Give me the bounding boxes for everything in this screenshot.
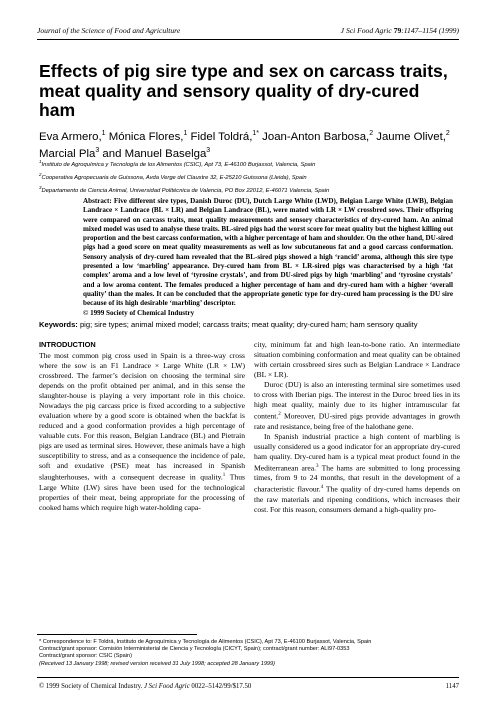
- author: Eva Armero,: [39, 130, 102, 143]
- page-footer: © 1999 Society of Chemical Industry. J Sci Food Agric 0022–5142/99/$17.50 1147: [39, 683, 459, 690]
- affiliation: $^3$Departamento de Ciencia Animal, Universidad Politécnica de Valencia, PO Box 22012, E-46071 Valencia, Spain: [39, 185, 330, 195]
- footnote-rule: [37, 634, 197, 635]
- page-range: :1147–1154 (1999): [401, 26, 459, 35]
- paragraph: In Spanish industrial practice a high content of marbling is usually considered us a good indicator for an appropriate dry-cured ham quality. Dry-cured ham is a typical meat product found in the Mediterranean area.$^3$ The hams are submitted to long processing times, from 9 to 24 months, that result in the development of a characteristic flavour.$^4$ The quality of dry-cured hams depends on the raw materials and ripening conditions, which increases their cost. For this reason, consumers demand a high-quality pro-: [254, 431, 460, 514]
- keywords-label: Keywords:: [39, 320, 78, 329]
- paragraph: The most common pig cross used in Spain is a three-way cross where the sow is an F1 Landrace × Large White (LR × LW) crossbreed. The farmer’s decision on choosing the terminal sire depends on the profit obtained per animal, and in this sense the slaughter-house is playing a very important role in this choice. Nowadays the pig carcass price is fixed according to a subjective evaluation where by a good score is obtained when the backfat is reduced and a good conformation provides a high percentage of valuable cuts. For this reason, Belgian Landrace (BL) and Pietrain pigs are used as terminal sires. However, these animals have a high susceptibility to stress, and as a consequence the incidence of pale, soft and exudative (PSE) meat has increased in Spanish slaughterhouses, with a consequent decrease in quality.$^1$ Thus Large White (LW) sires have been used for the technological properties of their meat, being appropriate for the processing of cooked hams which require high water-holding capa-: [39, 351, 245, 512]
- abstract-copyright: © 1999 Society of Chemical Industry: [83, 308, 195, 317]
- keywords: [39, 320, 459, 330]
- received-dates: (Received 13 January 1998; revised version received 31 July 1998; accepted 28 January 1999): [39, 660, 276, 667]
- author-list: Eva Armero,$^1$ Mónica Flores,$^1$ Fidel Toldrá,$^{1*}$ Joan-Anton Barbosa,$^2$ Jaume Olivet,$^2$ Marcial Pla$^3$ and Manuel Baselga$^3$: [39, 130, 450, 161]
- journal-name: Journal of the Science of Food and Agriculture: [37, 26, 181, 35]
- reference-marker: 4: [320, 485, 324, 491]
- correspondence-note: * Correspondence to: F Toldrá, Instituto de Agroquímica y Tecnología de Alimentos (CSIC), Apt 73, E-46100 Burjassot, Valencia, Spain: [39, 639, 372, 645]
- abstract-text: Abstract: Five different sire types, Danish Duroc (DU), Dutch Large White (LWD), Belgian Large White (LWB), Belgian Landrace × Landrace (BL × LR) and Belgian Landrace (BL), were mated with LR × LW crossbred sows. Their offspring were compared on carcass traits, meat quality measurements and sensory characteristics of dry-cured ham. An animal mixed model was used to analyse these traits. BL-sired pigs had the worst score for meat quality but the highest killing out proportion and the best carcass conformation, with a higher percentage of ham and shoulder. On the other hand, DU-sired pigs had a good score on meat quality measurements as well as low subcutaneous fat and a good carcass conformation. Sensory analysis of dry-cured ham revealed that the BL-sired pigs showed a high ‘rancid’ aroma, although this sire type presented a low ‘marbling’ appearance. Dry-cured ham from BL × LR-sired pigs was characterised by a high ‘fat complex’ aroma and a low level of ‘tyrosine crystals’, and from DU-sired pigs by high ‘marbling’ and ‘tyrosine crystals’ and a low aroma content. The females produced a higher percentage of ham and dry-cured ham with a higher ‘overall quality’ than the males. It can be concluded that the appropriate genetic type for dry-cured ham processing is the DU sire because of its high desirable ‘marbling’ descriptor.: [83, 197, 454, 308]
- reference-marker: 2: [278, 412, 281, 417]
- running-header: [37, 26, 459, 38]
- body-column-right: [254, 340, 460, 515]
- author: Fidel Toldrá,: [190, 130, 253, 143]
- affiliation: $^1$Instituto de Agroquímica y Tecnología de los Alimentos (CSIC), Apt 73, E-46100 Burjassot, Valencia, Spain: [39, 159, 316, 168]
- footer-copyright: © 1999 Society of Chemical Industry.: [39, 683, 144, 690]
- page-number: 1147: [445, 683, 459, 690]
- author: Joan-Anton Barbosa,: [262, 130, 370, 143]
- footnotes: [39, 639, 469, 668]
- affiliations: [39, 157, 469, 196]
- author: Mónica Flores,: [108, 130, 184, 143]
- author: and Manuel Baselga: [102, 148, 207, 161]
- paragraph: Duroc (DU) is also an interesting terminal sire sometimes used to cross with Iberian pigs. The interest in the Duroc breed lies in its high meat quality, mainly due to its higher intramuscular fat content.$^2$ Moreover, DU-sired pigs provide advantages in growth rate and resistance, being free of the halothane gene.: [254, 380, 460, 431]
- paragraph: city, minimum fat and high lean-to-bone ratio. An intermediate situation combining conformation and meat quality can be obtained with certain crossbreed sires such as Belgian Landrace × Landrace (BL × LR).: [254, 340, 460, 379]
- grant-note: Contract/grant sponsor: CSIC (Spain): [39, 653, 132, 660]
- journal-citation: J Sci Food Agric 79:1147–1154 (1999): [340, 26, 459, 35]
- issn: 0022–5142/99/$17.50: [189, 683, 252, 690]
- body-column-left: [39, 340, 245, 513]
- section-heading: INTRODUCTION: [39, 340, 96, 349]
- reference-marker: 3: [316, 463, 319, 469]
- footer-rule: [37, 677, 459, 678]
- reference-marker: 1: [222, 473, 226, 478]
- header-rule: [37, 39, 459, 40]
- keywords-list: pig; sire types; animal mixed model; carcass traits; meat quality; dry-cured ham; ham sensory quality: [79, 320, 418, 329]
- author: Marcial Pla: [39, 148, 96, 161]
- article-title: Effects of pig sire type and sex on carcass traits, meat quality and sensory quality of dry-cured ham: [39, 61, 448, 121]
- grant-note: Contract/grant sponsor: Comisión Interministerial de Ciencia y Tecnología (CICYT, Spain); contract/grant number: ALI97-0353: [39, 646, 350, 653]
- affiliation: $^2$Cooperativa Agropecuaria de Guissona, Avda Verge del Claustre 32, E-25210 Guissona (Lleida), Spain: [39, 172, 307, 182]
- author: Jaume Olivet,: [376, 130, 446, 143]
- abstract: [83, 197, 453, 318]
